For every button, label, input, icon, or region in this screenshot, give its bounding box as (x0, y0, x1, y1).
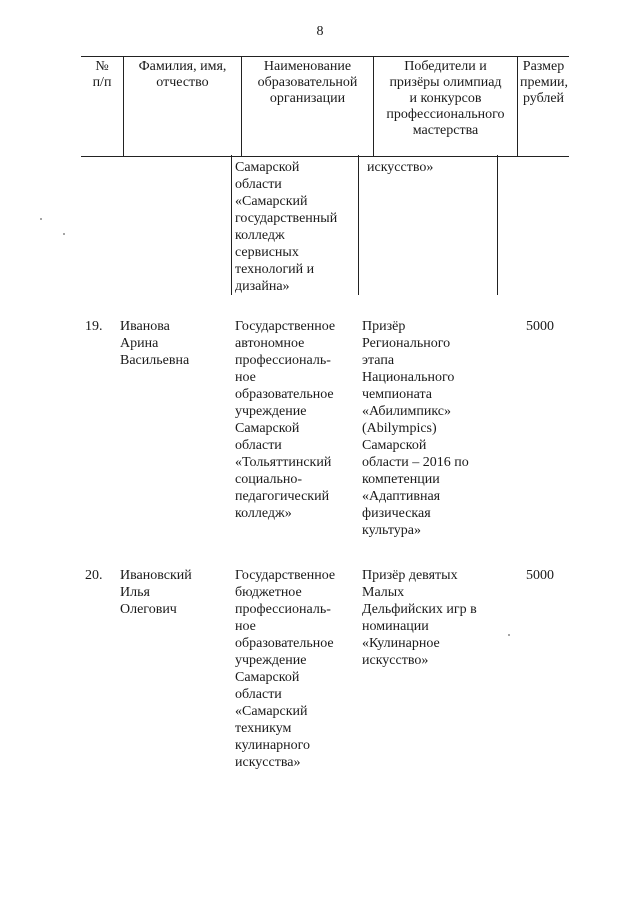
continuation-winner: искусство» (367, 160, 434, 175)
row-achievement: Призёр Регионального этапа Национального чемпионата «Абилимпикс» (Abilympics) Самарской области – 2016 по компетенции «Адаптивная физическая культура» (362, 319, 469, 538)
header-name-label: Фамилия, имя, отчество (138, 59, 227, 90)
scan-speck (40, 218, 42, 220)
header-prize (518, 57, 570, 157)
header-row (81, 57, 569, 157)
row-achievement: Призёр девятых Малых Дельфийских игр в номинации «Кулинарное искусство» (362, 568, 477, 668)
header-winners-label: Победители и призёры олимпиад и конкурсов профессионального мастерства (386, 59, 505, 138)
row-number: 20. (85, 568, 103, 583)
row-prize: 5000 (526, 319, 554, 334)
row-organization: Государственное бюджетное профессиональ- ное образовательное учреждение Самарской области «Самарский техникум кулинарного искусства» (235, 568, 336, 770)
column-divider (231, 155, 232, 295)
row-prize: 5000 (526, 568, 554, 583)
header-winners (374, 57, 518, 157)
scan-speck (508, 634, 510, 636)
header-organization (242, 57, 374, 157)
continuation-organization: Самарской области «Самарский государственный колледж сервисных технологий и дизайна» (235, 160, 338, 294)
row-number: 19. (85, 319, 103, 334)
header-number (81, 57, 124, 157)
row-full-name: Ивановский Илья Олегович (120, 568, 192, 617)
header-prize-label: Размер премии, рублей (520, 59, 569, 106)
page-number: 8 (316, 24, 324, 39)
row-organization: Государственное автономное профессиональ- ное образовательное учреждение Самарской области «Тольяттинский социально- педагогический колледж» (235, 319, 336, 521)
header-number-label: № п/п (92, 59, 112, 90)
table-header (81, 56, 569, 157)
row-full-name: Иванова Арина Васильевна (120, 319, 190, 368)
scan-speck (63, 233, 65, 235)
header-organization-label: Наименование образовательной организации (257, 59, 358, 106)
column-divider (497, 155, 498, 295)
column-divider (358, 155, 359, 295)
header-name (124, 57, 242, 157)
